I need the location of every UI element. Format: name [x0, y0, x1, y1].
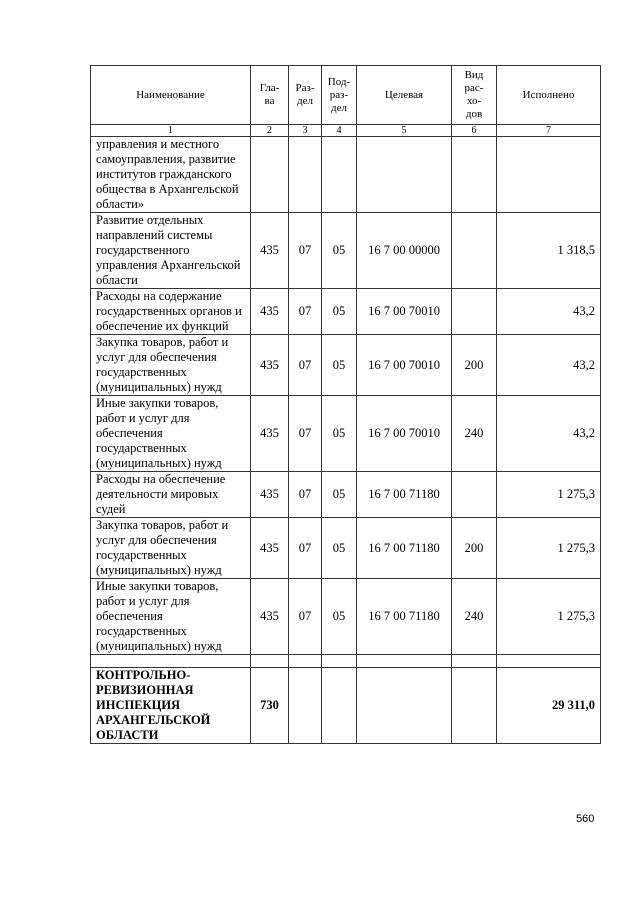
table-row — [91, 472, 601, 518]
cell-vid — [452, 137, 497, 213]
cell-razdel — [289, 668, 322, 744]
cell-podrazdel: 05 — [322, 213, 357, 289]
cell-celevaya: 16 7 00 71180 — [357, 472, 452, 518]
cell-ispolneno: 1 275,3 — [497, 472, 601, 518]
cell-ispolneno: 1 318,5 — [497, 213, 601, 289]
cell-vid: 240 — [452, 579, 497, 655]
cell-glava — [251, 655, 289, 668]
column-header-vid: Вид рас- хо- дов — [452, 66, 497, 125]
column-number: 1 — [91, 125, 251, 137]
cell-vid: 240 — [452, 396, 497, 472]
cell-ispolneno: 43,2 — [497, 289, 601, 335]
cell-name: КОНТРОЛЬНО-РЕВИЗИОННАЯ ИНСПЕКЦИЯ АРХАНГЕЛЬСКОЙ ОБЛАСТИ — [91, 668, 251, 744]
table-row — [91, 213, 601, 289]
cell-vid — [452, 289, 497, 335]
table-row — [91, 396, 601, 472]
column-header-ispolneno: Исполнено — [497, 66, 601, 125]
cell-ispolneno: 43,2 — [497, 335, 601, 396]
column-number: 2 — [251, 125, 289, 137]
cell-celevaya — [357, 668, 452, 744]
cell-glava: 435 — [251, 335, 289, 396]
column-number: 3 — [289, 125, 322, 137]
column-header-razdel: Раз- дел — [289, 66, 322, 125]
cell-glava — [251, 137, 289, 213]
cell-razdel — [289, 655, 322, 668]
cell-glava: 435 — [251, 518, 289, 579]
cell-podrazdel: 05 — [322, 518, 357, 579]
cell-vid — [452, 655, 497, 668]
cell-ispolneno: 29 311,0 — [497, 668, 601, 744]
cell-celevaya: 16 7 00 71180 — [357, 579, 452, 655]
cell-ispolneno — [497, 137, 601, 213]
cell-glava: 435 — [251, 579, 289, 655]
table-body — [91, 137, 601, 744]
column-header-name: Наименование — [91, 66, 251, 125]
cell-razdel: 07 — [289, 518, 322, 579]
cell-glava: 435 — [251, 289, 289, 335]
column-number: 4 — [322, 125, 357, 137]
column-header-podrazdel: Под- раз- дел — [322, 66, 357, 125]
table-row — [91, 579, 601, 655]
table-row — [91, 335, 601, 396]
table-header-row — [91, 66, 601, 125]
cell-name: Закупка товаров, работ и услуг для обеспечения государственных (муниципальных) нужд — [91, 518, 251, 579]
cell-glava: 435 — [251, 472, 289, 518]
cell-celevaya: 16 7 00 70010 — [357, 335, 452, 396]
cell-name: Закупка товаров, работ и услуг для обеспечения государственных (муниципальных) нужд — [91, 335, 251, 396]
cell-celevaya: 16 7 00 70010 — [357, 289, 452, 335]
table-row — [91, 518, 601, 579]
column-header-celevaya: Целевая — [357, 66, 452, 125]
cell-name: Развитие отдельных направлений системы государственного управления Архангельской области — [91, 213, 251, 289]
table-row — [91, 668, 601, 744]
cell-razdel: 07 — [289, 289, 322, 335]
cell-celevaya — [357, 655, 452, 668]
cell-glava: 435 — [251, 213, 289, 289]
cell-vid: 200 — [452, 518, 497, 579]
cell-celevaya — [357, 137, 452, 213]
cell-ispolneno — [497, 655, 601, 668]
cell-podrazdel: 05 — [322, 472, 357, 518]
cell-name: управления и местного самоуправления, развитие институтов гражданского общества в Архангельской области» — [91, 137, 251, 213]
cell-name: Расходы на обеспечение деятельности мировых судей — [91, 472, 251, 518]
cell-name: Иные закупки товаров, работ и услуг для обеспечения государственных (муниципальных) нужд — [91, 396, 251, 472]
cell-podrazdel — [322, 137, 357, 213]
column-number: 7 — [497, 125, 601, 137]
cell-name: Расходы на содержание государственных органов и обеспечение их функций — [91, 289, 251, 335]
cell-celevaya: 16 7 00 70010 — [357, 396, 452, 472]
cell-glava: 730 — [251, 668, 289, 744]
cell-podrazdel: 05 — [322, 335, 357, 396]
cell-name — [91, 655, 251, 668]
cell-razdel: 07 — [289, 213, 322, 289]
table-row — [91, 137, 601, 213]
cell-razdel — [289, 137, 322, 213]
table-row — [91, 289, 601, 335]
table-row — [91, 655, 601, 668]
page-number: 560 — [576, 813, 595, 825]
cell-podrazdel: 05 — [322, 579, 357, 655]
cell-podrazdel: 05 — [322, 289, 357, 335]
column-number: 5 — [357, 125, 452, 137]
column-number: 6 — [452, 125, 497, 137]
cell-podrazdel — [322, 668, 357, 744]
cell-vid: 200 — [452, 335, 497, 396]
cell-vid — [452, 668, 497, 744]
column-header-glava: Гла- ва — [251, 66, 289, 125]
cell-ispolneno: 43,2 — [497, 396, 601, 472]
cell-ispolneno: 1 275,3 — [497, 579, 601, 655]
budget-execution-table — [90, 65, 601, 744]
cell-name: Иные закупки товаров, работ и услуг для обеспечения государственных (муниципальных) нужд — [91, 579, 251, 655]
cell-glava: 435 — [251, 396, 289, 472]
cell-razdel: 07 — [289, 579, 322, 655]
cell-razdel: 07 — [289, 472, 322, 518]
cell-razdel: 07 — [289, 396, 322, 472]
cell-celevaya: 16 7 00 00000 — [357, 213, 452, 289]
cell-podrazdel — [322, 655, 357, 668]
cell-vid — [452, 213, 497, 289]
cell-celevaya: 16 7 00 71180 — [357, 518, 452, 579]
cell-razdel: 07 — [289, 335, 322, 396]
cell-ispolneno: 1 275,3 — [497, 518, 601, 579]
cell-vid — [452, 472, 497, 518]
cell-podrazdel: 05 — [322, 396, 357, 472]
column-number-row — [91, 125, 601, 137]
budget-table-page — [90, 65, 600, 744]
